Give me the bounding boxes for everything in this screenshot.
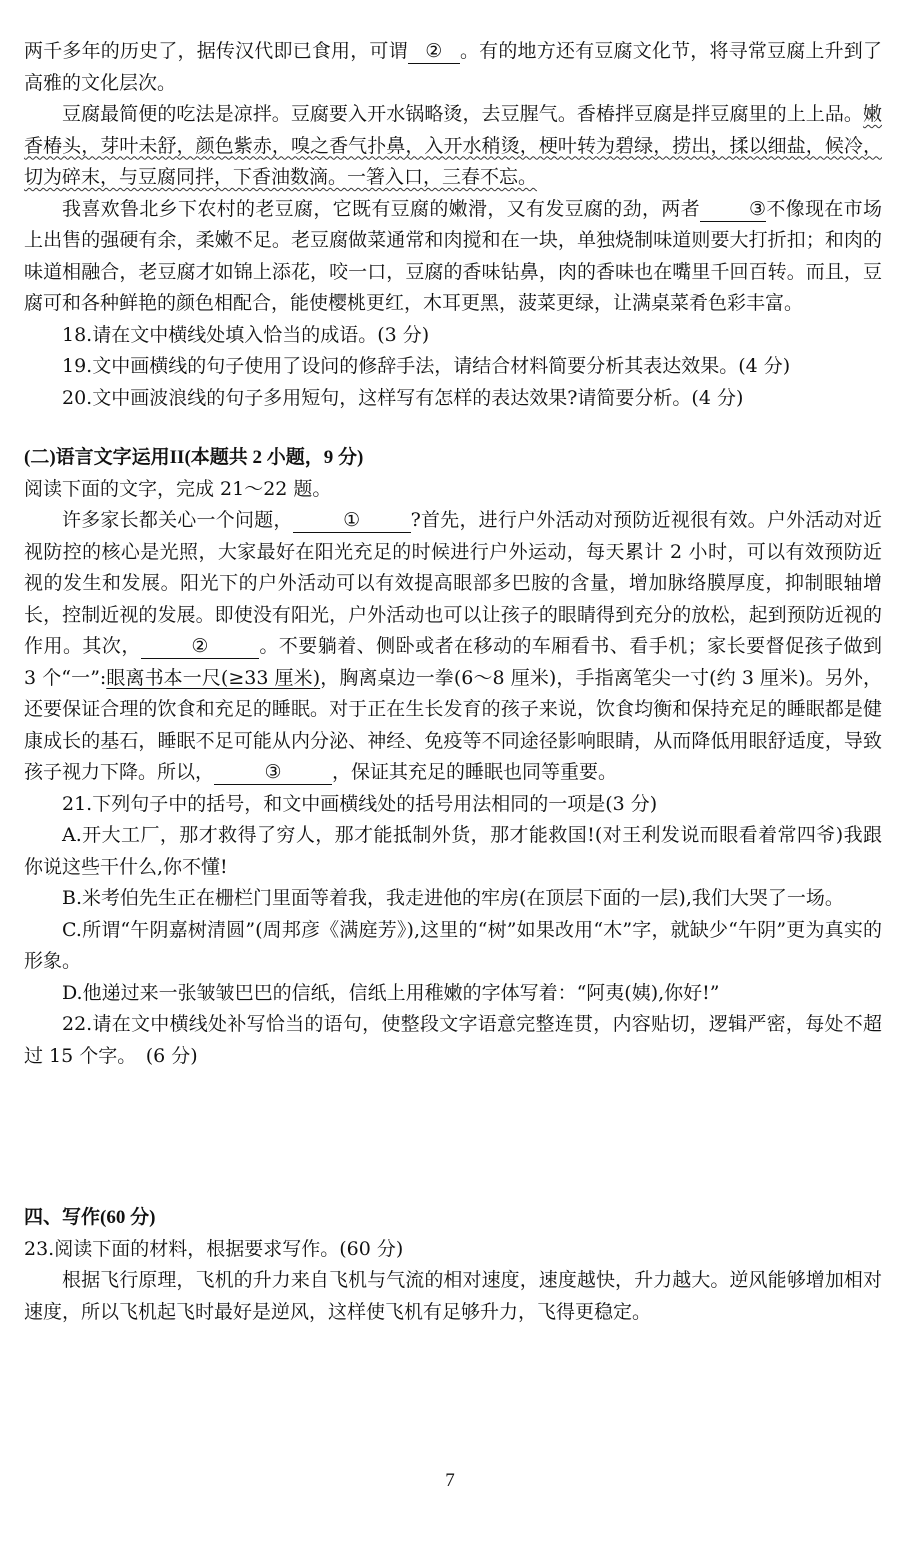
answer-blank-3b: ③: [214, 760, 332, 785]
option-c: C.所谓“午阴嘉树清圆”(周邦彦《满庭芳》),这里的“树”如果改用“木”字，就缺少“午阴”更为真实的形象。: [24, 918, 882, 972]
section-2-heading: (二)语言文字运用II(本题共 2 小题，9 分): [24, 447, 364, 468]
answer-blank-1: ①: [293, 508, 411, 533]
question-18: 18.请在文中横线处填入恰当的成语。(3 分): [62, 323, 430, 346]
question-22: 22.请在文中横线处补写恰当的语句，使整段文字语意完整连贯，内容贴切，逻辑严密，每处不超过 15 个字。 (6 分): [24, 1013, 882, 1067]
spacer: [24, 1072, 882, 1202]
option-b: B.米考伯先生正在栅栏门里面等着我，我走进他的牢房(在顶层下面的一层),我们大哭了一场。: [62, 887, 844, 909]
answer-blank-2b: ②: [141, 634, 259, 659]
exam-page: [24, 36, 882, 1328]
option-a: A.开大工厂，那才救得了穷人，那才能抵制外货，那才能救国!(对王利发说而眼看着常四爷)我跟你说这些干什么,你不懂!: [24, 824, 882, 878]
passage-paragraph-3: 我喜欢鲁北乡下农村的老豆腐，它既有豆腐的嫩滑，又有发豆腐的劲，两者 ③不像现在市场上出售的强硬有余，柔嫩不足。老豆腐做菜通常和肉搅和在一块，单独烧制味道则要大打折扣；和肉的味道相融合，老豆腐才如锦上添花，咬一口，豆腐的香味钻鼻，肉的香味也在嘴里千回百转。而且，豆腐可和各种鲜艳的颜色相配合，能使樱桃更红，木耳更黑，菠菜更绿，让满桌菜肴色彩丰富。: [24, 197, 882, 314]
underlined-phrase: 眼离书本一尺(≥33 厘米): [106, 666, 321, 689]
section-4-heading: 四、写作(60 分): [24, 1207, 156, 1228]
question-19: 19.文中画横线的句子使用了设问的修辞手法，请结合材料简要分析其表达效果。(4 分): [62, 355, 791, 377]
spacer: [24, 414, 882, 442]
writing-material: 根据飞行原理，飞机的升力来自飞机与气流的相对速度，速度越快，升力越大。逆风能够增加相对速度，所以飞机起飞时最好是逆风，这样使飞机有足够升力，飞得更稳定。: [24, 1269, 882, 1323]
section-2-passage: 许多家长都关心一个问题， ① ?首先，进行户外活动对预防近视很有效。户外活动对近视防控的核心是光照，大家最好在阳光充足的时候进行户外运动，每天累计 2 小时，可以有效预防近视的发生和发展。阳光下的户外活动可以有效提高眼部多巴胺的含量，增加脉络膜厚度，抑制眼轴增长，控制近视的发展。即使没有阳光，户外活动也可以让孩子的眼睛得到充分的放松，起到预防近视的作用。其次， ② 。不要躺着、侧卧或者在移动的车厢看书、看手机；家长要督促孩子做到 3 个“一”:眼离书本一尺(≥33 厘米)，胸离桌边一拳(6～8 厘米)，手指离笔尖一寸(约 3 厘米)。另外，还要保证合理的饮食和充足的睡眠。对于正在生长发育的孩子来说，饮食均衡和保持充足的睡眠都是健康成长的基石，睡眠不足可能从内分泌、神经、免疫等不同途径影响眼睛，从而降低用眼舒适度，导致孩子视力下降。所以， ③ ，保证其充足的睡眠也同等重要。: [24, 509, 882, 783]
answer-blank-2: ②: [408, 39, 460, 64]
answer-blank-3: ③: [700, 197, 766, 222]
wavy-underlined-sentence: 嫩香椿头，芽叶未舒，颜色紫赤，嗅之香气扑鼻，入开水稍烫，梗叶转为碧绿，捞出，揉以细盐，候冷，切为碎末，与豆腐同拌，下香油数滴。一箸入口，三春不忘。: [24, 103, 882, 188]
option-d: D.他递过来一张皱皱巴巴的信纸，信纸上用稚嫩的字体写着：“阿夷(姨),你好!”: [62, 981, 720, 1004]
question-20: 20.文中画波浪线的句子多用短句，这样写有怎样的表达效果?请简要分析。(4 分): [62, 386, 744, 409]
passage-paragraph-1: 两千多年的历史了，据传汉代即已食用，可谓 ② 。有的地方还有豆腐文化节，将寻常豆腐上升到了高雅的文化层次。: [24, 40, 882, 94]
question-21: 21.下列句子中的括号，和文中画横线处的括号用法相同的一项是(3 分): [62, 792, 658, 815]
page-number: 7: [445, 1470, 455, 1491]
question-23: 23.阅读下面的材料，根据要求写作。(60 分): [24, 1237, 404, 1260]
passage-paragraph-2: 豆腐最简便的吃法是凉拌。豆腐要入开水锅略烫，去豆腥气。香椿拌豆腐是拌豆腐里的上上品。嫩香椿头，芽叶未舒，颜色紫赤，嗅之香气扑鼻，入开水稍烫，梗叶转为碧绿，捞出，揉以细盐，候冷，切为碎末，与豆腐同拌，下香油数滴。一箸入口，三春不忘。: [24, 103, 882, 188]
section-2-intro: 阅读下面的文字，完成 21～22 题。: [24, 477, 332, 500]
